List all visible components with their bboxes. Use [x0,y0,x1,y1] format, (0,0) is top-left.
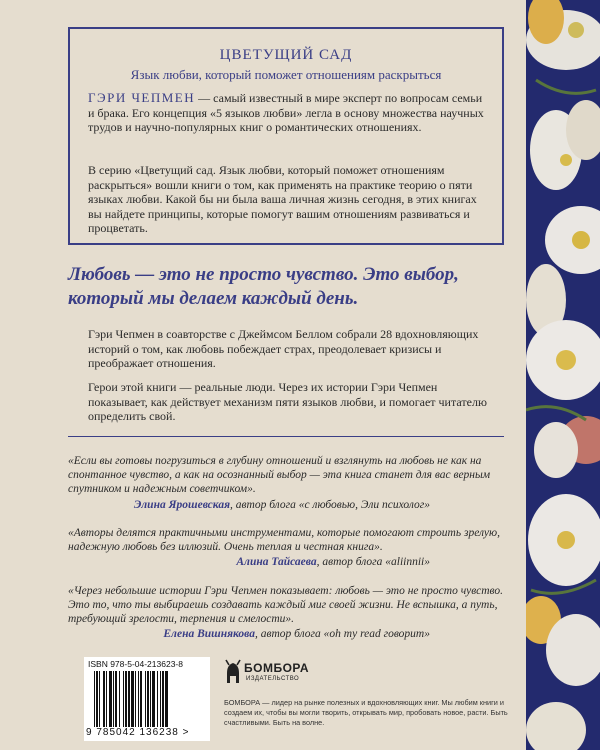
review-quote-1: «Если вы готовы погрузиться в глубину отношений и взглянуть на любовь не как на спонтанное чувство, а как на осознанный выбор — эта книга станет для вас верным спутником и надежным советчиком». [68,455,491,495]
series-info-box [68,27,504,245]
review-quote-2: «Авторы делятся практичными инструментами, которые помогают строить зрелую, надежную любовь без иллюзий. Очень теплая и честная книга». [68,527,500,553]
author-name: ГЭРИ ЧЕПМЕН [88,90,196,105]
barcode [84,657,210,741]
floral-border [526,0,600,750]
series-subtitle: Язык любви, который поможет отношениям раскрыться [130,67,442,82]
flower-pattern-icon [526,0,600,750]
publisher-imprint: ИЗДАТЕЛЬСТВО [246,676,300,682]
annotation-paragraph-1: Гэри Чепмен в соавторстве с Джеймсом Беллом собрали 28 вдохновляющих историй о том, как любовь побеждает страх, преодолевает кризисы и преображает отношения. [88,327,479,370]
review-author-3 [10,628,430,640]
review-author-1 [10,499,430,511]
reviewer-name: Элина Ярошевская [133,499,231,511]
review-quote-3: «Через небольшие истории Гэри Чепмен показывает: любовь — это не просто чувство. Это то, что ты выбираешь создавать каждый миг своей жизни. Не вспышка, а путь, требующий зрелости, терпения и смелости». [68,585,503,625]
publisher-description: БОМБОРА — лидер на рынке полезных и вдохновляющих книг. Мы любим книги и создаем их, чтобы вы могли творить, открывать мир, пробовать новое, расти. Быть счастливыми. Быть на волне. [224,698,508,727]
reviewer-name: Елена Вишнякова [163,628,255,640]
reviewer-role: , автор блога «с любовью, Эли психолог» [230,499,430,511]
annotation-paragraph-2: Герои этой книги — реальные люди. Через их истории Гэри Чепмен показывает, как действует механизм пяти языков любви, и помогает читателю определить свой. [88,380,487,423]
bull-logo-icon [224,659,242,687]
publisher-name: БОМБОРА [244,661,310,675]
author-bio-text: — самый известный в мире эксперт по вопросам семьи и брака. Его концепция «5 языков любви» легла в основу множества научных трудов и научно-популярных книг о романтических отношениях. [88,91,484,134]
ean-digits: 9 785042 136238 > [86,727,190,738]
isbn-label: ISBN 978-5-04-213623-8 [88,659,183,669]
series-description: В серию «Цветущий сад. Язык любви, который поможет отношениям раскрыться» вошли книги о том, как применять на практике теорию о пяти языках любви. Какой бы ни была ваша личная жизнь сегодня, в этих книгах вы найдете принципы, которые помогут вашим отношениям развиваться и процветать. [88,163,477,235]
barcode-bars-icon [94,671,200,727]
reviewer-name: Алина Тайсаева [236,556,317,568]
reviewer-role: , автор блога «oh my read говорит» [254,628,430,640]
reviewer-role: , автор блога «aliinnii» [316,556,430,568]
author-bio [88,91,488,135]
series-title: ЦВЕТУЩИЙ САД [219,47,353,63]
publisher-logo [224,657,310,691]
divider [68,436,504,437]
review-author-2 [10,556,430,568]
tagline: Любовь — это не просто чувство. Это выбор, который мы делаем каждый день. [68,264,459,309]
